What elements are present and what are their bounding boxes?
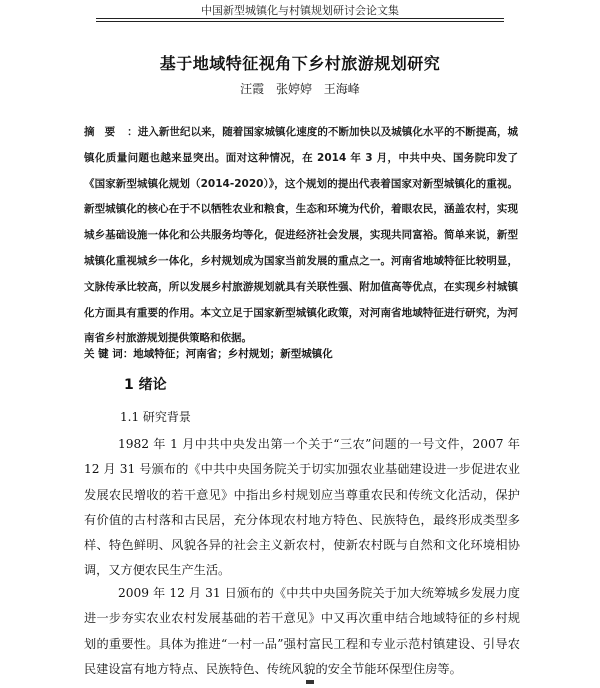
body-paragraph-2	[84, 581, 520, 682]
keywords-text: ：地域特征；河南省；乡村规划；新型城镇化	[122, 348, 333, 360]
page-number-mark	[306, 680, 314, 684]
body-paragraph-1-text: 1982 年 1 月中共中央发出第一个关于“三农”问题的一号文件，2007 年 12 月 31 号颁布的《中共中央国务院关于切实加强农业基础建设进一步促进农业发展农民增收的若干意见》中指出乡村规划应当尊重农民和传统文化活动，保护有价值的古村落和古民居，充分体现农村地方特色、民族特色，最终形成类型多样、特色鲜明、风貌各异的社会主义新农村，使新农村既与自然和文化环境相协调，又方便农民生产生活。	[84, 437, 520, 578]
abstract-text: ：进入新世纪以来，随着国家城镇化速度的不断加快以及城镇化水平的不断提高，城镇化质量问题也越来显突出。面对这种情况，在 2014 年 3 月，中共中央、国务院印发了《国家新型城镇化规划（2014-2020）》，这个规划的提出代表着国家对新型城镇化的重视。新型城镇化的核心在于不以牺牲农业和粮食，生态和环境为代价，着眼农民，涵盖农村，实现城乡基础设施一体化和公共服务均等化，促进经济社会发展，实现共同富裕。简单来说，新型城镇化重视城乡一体化，乡村规划成为国家当前发展的重点之一。河南省地域特征比较明显，文脉传承比较高，所以发展乡村旅游规划就具有关联性强、附加值高等优点，在实现乡村城镇化方面具有重要的作用。本文立足于国家新型城镇化政策，对河南省地域特征进行研究，为河南省乡村旅游规划提供策略和依据。	[84, 126, 519, 345]
subsection-heading: 1.1 研究背景	[120, 410, 191, 424]
keywords	[84, 346, 518, 361]
abstract-label: 摘要	[84, 126, 126, 138]
paper-authors: 汪霞 张婷婷 王海峰	[240, 82, 360, 96]
abstract	[84, 120, 518, 352]
paper-title: 基于地域特征视角下乡村旅游规划研究	[159, 54, 441, 73]
running-header: 中国新型城镇化与村镇规划研讨会论文集	[201, 4, 399, 17]
keywords-label: 关 键 词	[84, 348, 123, 360]
body-paragraph-2-text: 2009 年 12 月 31 日颁布的《中共中央国务院关于加大统筹城乡发展力度进一步夯实农业农村发展基础的若干意见》中又再次重申结合地域特征的乡村规划的重要性。具体为推进“一村一品”强村富民工程和专业示范村镇建设、引导农民建设富有地方特点、民族特色、传统风貌的安全节能环保型住房等。	[84, 586, 520, 676]
header-rule-thick	[96, 18, 504, 19]
body-paragraph-1	[84, 432, 520, 584]
header-rule-thin	[96, 21, 504, 22]
section-heading: 1 绪论	[124, 377, 167, 393]
